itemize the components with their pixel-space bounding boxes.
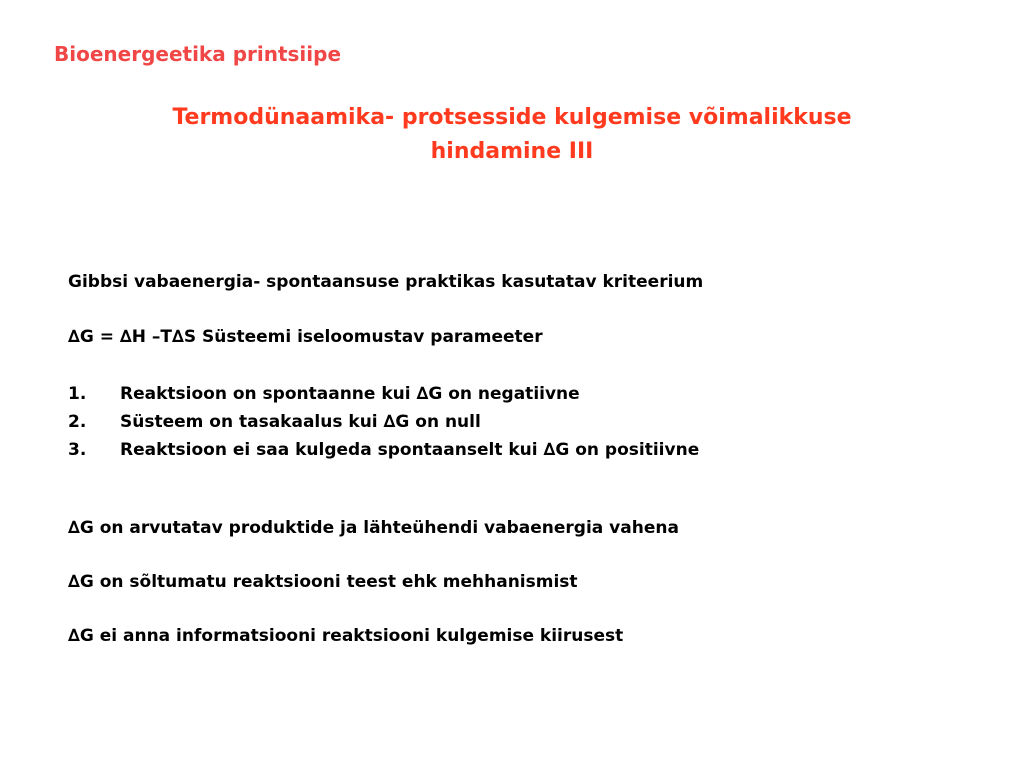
slide-title — [0, 101, 1024, 169]
list-item-number: 3. — [68, 440, 87, 460]
list-item — [68, 408, 699, 436]
statement-2: ∆G on sõltumatu reaktsiooni teest ehk mehhanismist — [68, 572, 578, 592]
statement-3: ∆G ei anna informatsiooni reaktsiooni kulgemise kiirusest — [68, 626, 624, 646]
statement-1: ∆G on arvutatav produktide ja lähteühendi vabaenergia vahena — [68, 518, 679, 538]
slide-header: Bioenergeetika printsiipe — [54, 42, 342, 66]
intro-text: Gibbsi vabaenergia- spontaansuse praktikas kasutatav kriteerium — [68, 272, 704, 292]
list-item-number: 1. — [68, 384, 87, 404]
list-item — [68, 436, 699, 464]
list-item-number: 2. — [68, 412, 87, 432]
list-item-text: Süsteem on tasakaalus kui ∆G on null — [120, 412, 481, 432]
list-item-text: Reaktsioon on spontaanne kui ∆G on negatiivne — [120, 384, 580, 404]
slide-title-line-1: Termodünaamika- protsesside kulgemise võimalikkuse — [172, 105, 852, 130]
list-item — [68, 380, 699, 408]
gibbs-equation: ∆G = ∆H –T∆S Süsteemi iseloomustav parameeter — [68, 327, 543, 347]
list-item-text: Reaktsioon ei saa kulgeda spontaanselt kui ∆G on positiivne — [120, 440, 700, 460]
slide-title-line-2: hindamine III — [430, 139, 594, 164]
criteria-list — [68, 380, 699, 464]
